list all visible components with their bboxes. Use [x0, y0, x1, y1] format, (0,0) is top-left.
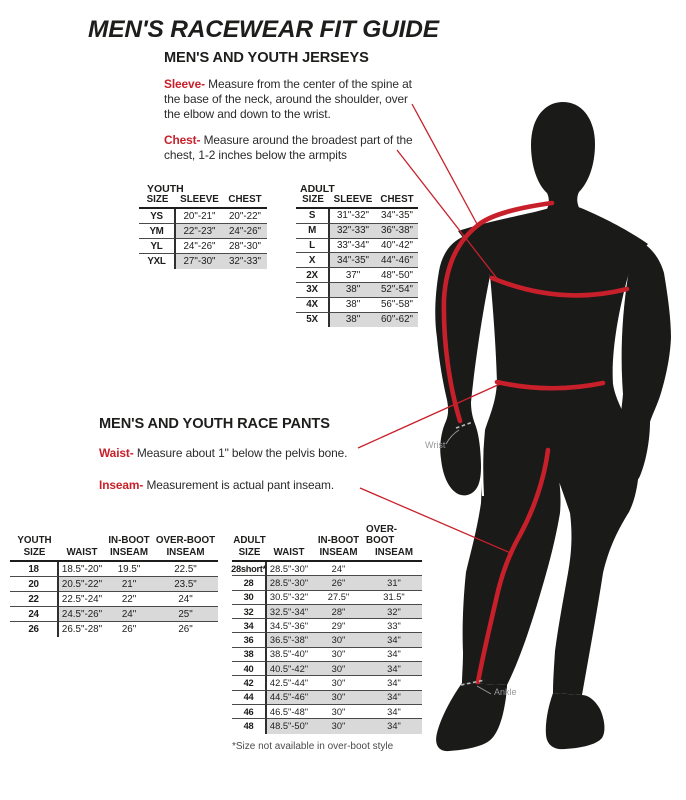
- value-cell: 26.5"-28": [61, 624, 103, 635]
- chest-term: Chest-: [164, 133, 201, 147]
- value-cell: 33"-34": [330, 239, 376, 254]
- value-cell: 20"-21": [176, 209, 223, 224]
- value-cell: 34": [366, 719, 422, 733]
- value-cell: 20.5"-22": [59, 577, 105, 592]
- size-cell: 2X: [296, 268, 330, 283]
- column-header: OVER-BOOT INSEAM: [366, 531, 422, 562]
- column-header: IN-BOOT INSEAM: [105, 531, 153, 562]
- value-cell: 40"-42": [376, 239, 418, 254]
- value-cell: 30": [311, 676, 366, 690]
- size-cell: YXL: [139, 254, 176, 269]
- column-header: CHEST: [376, 196, 418, 209]
- size-cell: 44: [232, 691, 267, 705]
- value-cell: 30.5"-32": [267, 591, 311, 605]
- size-cell: 34: [232, 619, 267, 633]
- size-cell: 30: [232, 591, 267, 605]
- value-cell: 52"-54": [376, 283, 418, 298]
- size-cell: YL: [139, 239, 176, 254]
- value-cell: 28.5"-30": [267, 576, 311, 590]
- value-cell: 32.5"-34": [267, 605, 311, 619]
- value-cell: 30": [311, 705, 366, 719]
- value-cell: 19.5": [105, 562, 153, 577]
- value-cell: 48"-50": [376, 268, 418, 283]
- inseam-term: Inseam-: [99, 478, 144, 492]
- size-cell: 32: [232, 605, 267, 619]
- waist-text: Measure about 1" below the pelvis bone.: [133, 446, 348, 460]
- size-cell: 46: [232, 705, 267, 719]
- value-cell: 32"-33": [330, 224, 376, 239]
- adult-jersey-table-caption: ADULT: [300, 183, 335, 195]
- value-cell: 28"-30": [223, 239, 267, 254]
- value-cell: 18.5"-20": [59, 562, 105, 577]
- value-cell: 30": [311, 719, 366, 733]
- sleeve-pointer-line: [412, 104, 477, 224]
- value-cell: 28": [311, 605, 366, 619]
- value-cell: 22": [105, 592, 153, 607]
- fit-figure-graphic: [330, 85, 686, 775]
- size-cell: 3X: [296, 283, 330, 298]
- head-silhouette: [531, 102, 595, 211]
- value-cell: 40.5"-42": [267, 662, 311, 676]
- value-cell: 38": [330, 298, 376, 313]
- size-cell: 24: [10, 607, 59, 622]
- size-cell: 40: [232, 662, 267, 676]
- value-cell: 34.5"-36": [267, 619, 311, 633]
- column-header: WAIST: [59, 531, 105, 562]
- column-header: OVER-BOOT INSEAM: [153, 531, 218, 562]
- size-cell: 5X: [296, 313, 330, 328]
- size-cell: 28: [232, 576, 267, 590]
- size-cell: YM: [139, 224, 176, 239]
- value-cell: 38.5"-40": [267, 648, 311, 662]
- value-cell: 38": [330, 313, 376, 328]
- size-cell: S: [296, 209, 330, 224]
- value-cell: 44"-46": [376, 253, 418, 268]
- value-cell: 26": [121, 624, 137, 635]
- ankle-label: Ankle: [494, 687, 517, 697]
- value-cell: 24"-26": [223, 224, 267, 239]
- value-cell: 46.5"-48": [267, 705, 311, 719]
- youth-jersey-table: [139, 193, 267, 269]
- value-cell: 22.5": [153, 562, 218, 577]
- value-cell: 24": [153, 592, 218, 607]
- column-header: IN-BOOT INSEAM: [311, 531, 366, 562]
- value-cell: 26": [178, 624, 193, 635]
- male-silhouette: [435, 102, 671, 751]
- value-cell: 25": [153, 607, 218, 622]
- value-cell: 31": [366, 576, 422, 590]
- column-header: ADULT SIZE: [232, 531, 267, 562]
- size-cell: 22: [10, 592, 59, 607]
- value-cell: 32": [366, 605, 422, 619]
- jerseys-section-heading: MEN'S AND YOUTH JERSEYS: [164, 50, 369, 66]
- value-cell: 48.5"-50": [267, 719, 311, 733]
- value-cell: 34": [366, 705, 422, 719]
- size-cell: 38: [232, 648, 267, 662]
- value-cell: 26": [311, 576, 366, 590]
- value-cell: 36"-38": [376, 224, 418, 239]
- chest-text: Measure around the broadest part of the chest, 1-2 inches below the armpits: [164, 133, 413, 163]
- value-cell: 44.5"-46": [267, 691, 311, 705]
- value-cell: 31"-32": [330, 209, 376, 224]
- value-cell: 34": [366, 633, 422, 647]
- value-cell: 23.5": [153, 577, 218, 592]
- value-cell: 60"-62": [376, 313, 418, 328]
- column-header: SLEEVE: [330, 196, 376, 209]
- value-cell: 20"-22": [223, 209, 267, 224]
- youth-jersey-table-caption: YOUTH: [147, 183, 184, 195]
- value-cell: 42.5"-44": [267, 676, 311, 690]
- value-cell: 37": [330, 268, 376, 283]
- size-cell: 18: [10, 562, 59, 577]
- column-header: SIZE: [139, 196, 176, 209]
- size-cell: 42: [232, 676, 267, 690]
- value-cell: 21": [105, 577, 153, 592]
- value-cell: 22.5"-24": [59, 592, 105, 607]
- sleeve-text: Measure from the center of the spine at the base of the neck, around the shoulder, over the elbow and down to the wrist.: [164, 77, 412, 122]
- value-cell: 31.5": [366, 591, 422, 605]
- size-cell: 4X: [296, 298, 330, 313]
- value-cell: 38": [330, 283, 376, 298]
- size-cell: X: [296, 253, 330, 268]
- size-cell: YS: [139, 209, 176, 224]
- size-cell: M: [296, 224, 330, 239]
- value-cell: 22"-23": [176, 224, 223, 239]
- value-cell: 24": [311, 562, 366, 576]
- value-cell: 33": [366, 619, 422, 633]
- column-header: CHEST: [223, 196, 267, 209]
- column-header: YOUTH SIZE: [10, 531, 59, 562]
- value-cell: 24"-26": [176, 239, 223, 254]
- right-foot-silhouette: [546, 693, 605, 749]
- pants-section-heading: MEN'S AND YOUTH RACE PANTS: [99, 416, 330, 432]
- value-cell: 30": [311, 648, 366, 662]
- value-cell: 27.5": [311, 591, 366, 605]
- value-cell: 30": [311, 662, 366, 676]
- size-cell: 26: [10, 622, 59, 637]
- value-cell: 30": [311, 633, 366, 647]
- value-cell: 30": [311, 691, 366, 705]
- size-cell: 48: [232, 719, 267, 733]
- size-cell: L: [296, 239, 330, 254]
- inseam-instruction: [99, 478, 334, 493]
- size-cell: 28short*: [232, 562, 267, 576]
- value-cell: 28.5"-30": [267, 562, 311, 576]
- value-cell: 29": [311, 619, 366, 633]
- value-cell: 56"-58": [376, 298, 418, 313]
- wrist-label: Wrist: [425, 440, 446, 450]
- column-header: SLEEVE: [176, 196, 223, 209]
- column-header: WAIST: [267, 531, 311, 562]
- value-cell: 34": [366, 676, 422, 690]
- value-cell: 34": [366, 691, 422, 705]
- value-cell: 34"-35": [330, 253, 376, 268]
- waist-instruction: [99, 446, 347, 461]
- value-cell: 36.5"-38": [267, 633, 311, 647]
- sleeve-term: Sleeve-: [164, 77, 205, 91]
- value-cell: 24.5"-26": [59, 607, 105, 622]
- value-cell: 24": [105, 607, 153, 622]
- value-cell: 34": [366, 648, 422, 662]
- youth-pants-table: [10, 531, 218, 637]
- size-cell: 20: [10, 577, 59, 592]
- waist-term: Waist-: [99, 446, 134, 460]
- value-cell: 34": [366, 662, 422, 676]
- column-header: SIZE: [296, 196, 330, 209]
- page-title: MEN'S RACEWEAR FIT GUIDE: [88, 16, 439, 43]
- value-cell: 34"-35": [376, 209, 418, 224]
- size-cell: 36: [232, 633, 267, 647]
- value-cell: 27"-30": [176, 254, 223, 269]
- value-cell: 32"-33": [223, 254, 267, 269]
- hand-body-gap: [482, 434, 483, 496]
- inseam-text: Measurement is actual pant inseam.: [143, 478, 335, 492]
- pants-footnote: *Size not available in over-boot style: [232, 741, 394, 752]
